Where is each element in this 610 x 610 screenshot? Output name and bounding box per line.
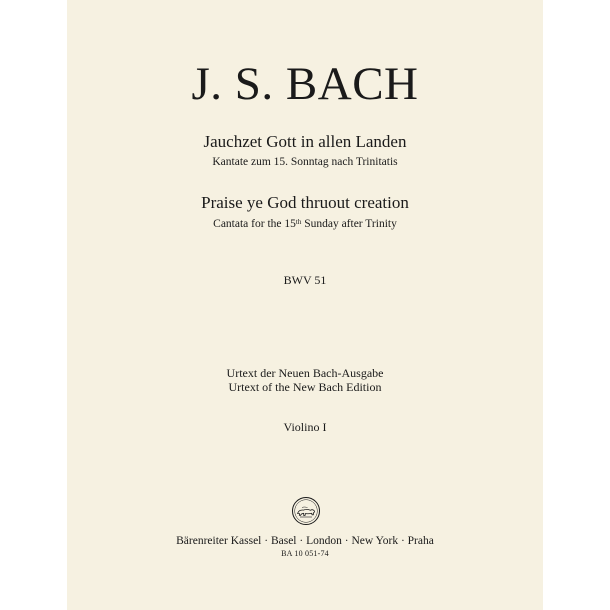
instrument-part: Violino I xyxy=(283,420,327,434)
score-cover xyxy=(67,0,543,610)
subtitle-german: Kantate zum 15. Sonntag nach Trinitatis xyxy=(212,156,398,168)
catalogue-number: BWV 51 xyxy=(283,273,327,287)
title-german: Jauchzet Gott in allen Landen xyxy=(203,132,407,151)
publisher-catalog-number: BA 10 051-74 xyxy=(281,549,329,558)
urtext-german: Urtext der Neuen Bach-Ausgabe xyxy=(226,366,384,380)
subtitle-english xyxy=(67,217,543,231)
composer-name: J. S. BACH xyxy=(191,58,419,110)
publisher-cities: Bärenreiter Kassel · Basel · London · New York · Praha xyxy=(176,535,434,547)
subtitle-english-end: Sunday after Trinity xyxy=(301,218,397,230)
title-english: Praise ye God thruout creation xyxy=(201,193,409,212)
baerenreiter-bear-logo-icon xyxy=(291,496,321,526)
urtext-english: Urtext of the New Bach Edition xyxy=(228,380,382,394)
ordinal-suffix: th xyxy=(295,218,302,226)
subtitle-english-start: Cantata for the 15 xyxy=(213,218,296,230)
